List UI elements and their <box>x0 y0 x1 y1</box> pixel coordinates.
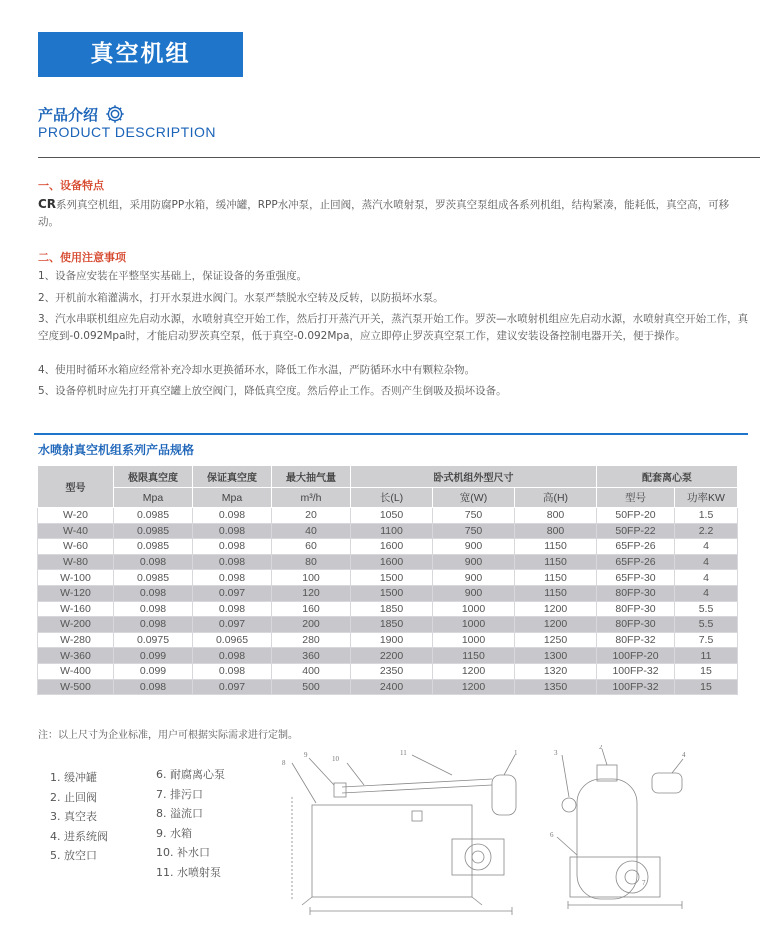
table-cell: W-100 <box>38 570 114 586</box>
table-cell: 1150 <box>515 570 597 586</box>
table-row <box>38 601 738 617</box>
table-cell: 80FP-30 <box>597 585 675 601</box>
table-cell: 280 <box>272 632 351 648</box>
part-item: 11. 水喷射泵 <box>156 865 221 879</box>
table-cell: 1500 <box>351 570 433 586</box>
part-item: 10. 补水口 <box>156 846 210 859</box>
table-row <box>38 523 738 539</box>
spec-table <box>37 465 738 695</box>
unit-limit-vacuum: Mpa <box>114 488 193 508</box>
table-cell: 60 <box>272 539 351 555</box>
header-max-flow: 最大抽气量 <box>272 466 351 488</box>
part-item: 4. 进系统阀 <box>50 829 108 843</box>
table-cell: 0.098 <box>193 570 272 586</box>
part-item: 3. 真空表 <box>50 810 97 823</box>
table-cell: 7.5 <box>675 632 738 648</box>
table-cell: 0.0985 <box>114 523 193 539</box>
table-cell: 800 <box>515 508 597 524</box>
table-row <box>38 539 738 555</box>
table-cell: W-20 <box>38 508 114 524</box>
parts-list-right <box>156 765 225 882</box>
unit-width: 宽(W) <box>433 488 515 508</box>
table-cell: 1000 <box>433 601 515 617</box>
drawing-label: 4 <box>682 751 686 759</box>
usage-item-2: 2、开机前水箱灌满水，打开水泵进水阀门。水泵严禁脱水空转及反转，以防损坏水泵。 <box>38 292 444 304</box>
gear-icon <box>104 103 126 125</box>
table-cell: 0.098 <box>193 648 272 664</box>
table-cell: 1150 <box>515 554 597 570</box>
table-cell: 900 <box>433 554 515 570</box>
table-cell: 0.097 <box>193 585 272 601</box>
table-cell: 80FP-30 <box>597 601 675 617</box>
divider <box>38 157 760 158</box>
part-item: 1. 缓冲罐 <box>50 771 97 784</box>
table-cell: 0.098 <box>193 539 272 555</box>
table-cell: 2.2 <box>675 523 738 539</box>
table-cell: 1850 <box>351 617 433 633</box>
table-cell: 0.098 <box>193 663 272 679</box>
table-cell: W-40 <box>38 523 114 539</box>
table-cell: 50FP-20 <box>597 508 675 524</box>
table-cell: 1200 <box>515 617 597 633</box>
part-item: 5. 放空口 <box>50 849 97 862</box>
table-cell: 2350 <box>351 663 433 679</box>
table-cell: 80 <box>272 554 351 570</box>
usage-item-5: 5、设备停机时应先打开真空罐上放空阀门，降低真空度。然后停止工作。否则产生倒吸及损坏设备。 <box>38 385 507 397</box>
table-cell: 1000 <box>433 632 515 648</box>
header-limit-vacuum: 极限真空度 <box>114 466 193 488</box>
table-cell: 1350 <box>515 679 597 695</box>
table-cell: 0.0985 <box>114 570 193 586</box>
usage-item-3: 3、汽水串联机组应先启动水源，水喷射真空开始工作，然后打开蒸汽开关，蒸汽泵开始工作。罗茨—水喷射机组应先启动水源，水喷射真空开始工作，真空度到-0.092Mpa时，才能启动罗茨真空泵，低于真空-0.092Mpa，应立即停止罗茨真空泵工作，建议安装设备控制电器开关，便于操作。 <box>38 313 749 342</box>
page-title-banner <box>38 32 243 77</box>
features-text <box>38 196 750 231</box>
table-cell: 100FP-32 <box>597 663 675 679</box>
table-cell: 0.099 <box>114 648 193 664</box>
table-cell: 5.5 <box>675 617 738 633</box>
table-cell: 750 <box>433 523 515 539</box>
table-cell: W-280 <box>38 632 114 648</box>
unit-guarantee-vacuum: Mpa <box>193 488 272 508</box>
table-row <box>38 663 738 679</box>
table-cell: 4 <box>675 585 738 601</box>
intro-heading <box>38 103 126 125</box>
table-row <box>38 570 738 586</box>
table-cell: 0.098 <box>193 554 272 570</box>
table-cell: 4 <box>675 554 738 570</box>
table-cell: W-80 <box>38 554 114 570</box>
drawing-label: 3 <box>554 749 558 757</box>
table-cell: 0.098 <box>193 508 272 524</box>
table-row <box>38 508 738 524</box>
table-cell: 1.5 <box>675 508 738 524</box>
table-cell: 0.098 <box>114 601 193 617</box>
table-cell: 1150 <box>515 539 597 555</box>
equipment-drawing <box>272 745 720 925</box>
table-cell: 2400 <box>351 679 433 695</box>
table-cell: 1600 <box>351 554 433 570</box>
usage-heading: 二、使用注意事项 <box>38 251 126 264</box>
page-title: 真空机组 <box>90 41 191 67</box>
table-cell: 100FP-32 <box>597 679 675 695</box>
table-cell: 1100 <box>351 523 433 539</box>
drawing-label: 11 <box>400 749 407 757</box>
table-cell: 4 <box>675 570 738 586</box>
table-cell: 1150 <box>515 585 597 601</box>
table-cell: W-120 <box>38 585 114 601</box>
table-cell: W-200 <box>38 617 114 633</box>
intro-subtitle: PRODUCT DESCRIPTION <box>38 124 217 140</box>
table-cell: 80FP-30 <box>597 617 675 633</box>
table-cell: 65FP-26 <box>597 539 675 555</box>
table-cell: 0.099 <box>114 663 193 679</box>
table-cell: 4 <box>675 539 738 555</box>
table-cell: 800 <box>515 523 597 539</box>
spec-divider <box>34 433 748 435</box>
table-row <box>38 648 738 664</box>
header-dimensions: 卧式机组外型尺寸 <box>351 466 597 488</box>
table-cell: 0.097 <box>193 617 272 633</box>
table-cell: 1200 <box>433 663 515 679</box>
table-cell: 0.0985 <box>114 508 193 524</box>
table-cell: 900 <box>433 570 515 586</box>
table-cell: W-60 <box>38 539 114 555</box>
part-item: 8. 溢流口 <box>156 807 203 820</box>
table-cell: 15 <box>675 679 738 695</box>
table-cell: 1850 <box>351 601 433 617</box>
table-cell: 0.098 <box>114 679 193 695</box>
table-cell: 15 <box>675 663 738 679</box>
brand-prefix: CR <box>38 197 57 211</box>
part-item: 6. 耐腐离心泵 <box>156 768 225 781</box>
table-cell: 120 <box>272 585 351 601</box>
table-row <box>38 679 738 695</box>
table-cell: 0.098 <box>193 601 272 617</box>
drawing-label: 1 <box>514 749 518 757</box>
table-cell: 100 <box>272 570 351 586</box>
table-cell: 500 <box>272 679 351 695</box>
header-guarantee-vacuum: 保证真空度 <box>193 466 272 488</box>
table-cell: 1250 <box>515 632 597 648</box>
drawing-label: 10 <box>332 755 339 763</box>
table-cell: 0.0985 <box>114 539 193 555</box>
table-row <box>38 632 738 648</box>
unit-power: 功率KW <box>675 488 738 508</box>
table-cell: 20 <box>272 508 351 524</box>
header-pump: 配套离心泵 <box>597 466 738 488</box>
unit-pump-model: 型号 <box>597 488 675 508</box>
table-cell: 0.097 <box>193 679 272 695</box>
spec-note: 注：以上尺寸为企业标准，用户可根据实际需求进行定制。 <box>38 730 298 741</box>
spec-title: 水喷射真空机组系列产品规格 <box>38 443 195 457</box>
features-body: 系列真空机组，采用防腐PP水箱，缓冲罐，RPP水冲泵，止回阀，蒸汽水喷射泵，罗茨真空泵组成各系列机组，结构紧凑，能耗低，真空高，可移动。 <box>38 199 730 228</box>
part-item: 7. 排污口 <box>156 787 203 801</box>
table-cell: 0.0965 <box>193 632 272 648</box>
table-cell: W-160 <box>38 601 114 617</box>
table-cell: 200 <box>272 617 351 633</box>
table-cell: 80FP-32 <box>597 632 675 648</box>
table-cell: 40 <box>272 523 351 539</box>
table-cell: 400 <box>272 663 351 679</box>
table-cell: 5.5 <box>675 601 738 617</box>
table-cell: W-360 <box>38 648 114 664</box>
table-cell: 900 <box>433 539 515 555</box>
table-cell: 100FP-20 <box>597 648 675 664</box>
table-cell: 1050 <box>351 508 433 524</box>
parts-list-left <box>50 768 108 866</box>
table-cell: 1200 <box>433 679 515 695</box>
table-cell: 1500 <box>351 585 433 601</box>
table-cell: 1000 <box>433 617 515 633</box>
drawing-label: 7 <box>642 879 646 887</box>
drawing-label: 8 <box>282 759 286 767</box>
table-cell: W-500 <box>38 679 114 695</box>
table-cell: 160 <box>272 601 351 617</box>
part-item: 2. 止回阀 <box>50 790 97 804</box>
drawing-label: 9 <box>304 751 308 759</box>
table-cell: 1900 <box>351 632 433 648</box>
table-row <box>38 617 738 633</box>
header-model: 型号 <box>38 466 114 508</box>
unit-length: 长(L) <box>351 488 433 508</box>
usage-item-4: 4、使用时循环水箱应经常补充冷却水更换循环水，降低工作水温，严防循环水中有颗粒杂物。 <box>38 364 476 376</box>
intro-title: 产品介绍 <box>38 105 99 124</box>
table-cell: 0.098 <box>193 523 272 539</box>
table-cell: 360 <box>272 648 351 664</box>
table-cell: 1200 <box>515 601 597 617</box>
table-cell: 11 <box>675 648 738 664</box>
drawing-label: 2 <box>599 745 603 751</box>
table-cell: 900 <box>433 585 515 601</box>
table-cell: 1320 <box>515 663 597 679</box>
table-cell: 50FP-22 <box>597 523 675 539</box>
table-row <box>38 585 738 601</box>
table-cell: 1300 <box>515 648 597 664</box>
features-heading: 一、设备特点 <box>38 179 104 192</box>
usage-item-1: 1、设备应安装在平整坚实基础上，保证设备的务重强度。 <box>38 270 308 282</box>
table-cell: 2200 <box>351 648 433 664</box>
table-cell: 1150 <box>433 648 515 664</box>
unit-height: 高(H) <box>515 488 597 508</box>
drawing-label: 6 <box>550 831 554 839</box>
unit-max-flow: m³/h <box>272 488 351 508</box>
table-row <box>38 554 738 570</box>
table-cell: 0.0975 <box>114 632 193 648</box>
table-cell: 0.098 <box>114 585 193 601</box>
table-cell: 0.098 <box>114 554 193 570</box>
table-cell: 1600 <box>351 539 433 555</box>
table-cell: 65FP-26 <box>597 554 675 570</box>
table-cell: 65FP-30 <box>597 570 675 586</box>
table-cell: W-400 <box>38 663 114 679</box>
part-item: 9. 水箱 <box>156 826 192 840</box>
table-cell: 750 <box>433 508 515 524</box>
table-cell: 0.098 <box>114 617 193 633</box>
